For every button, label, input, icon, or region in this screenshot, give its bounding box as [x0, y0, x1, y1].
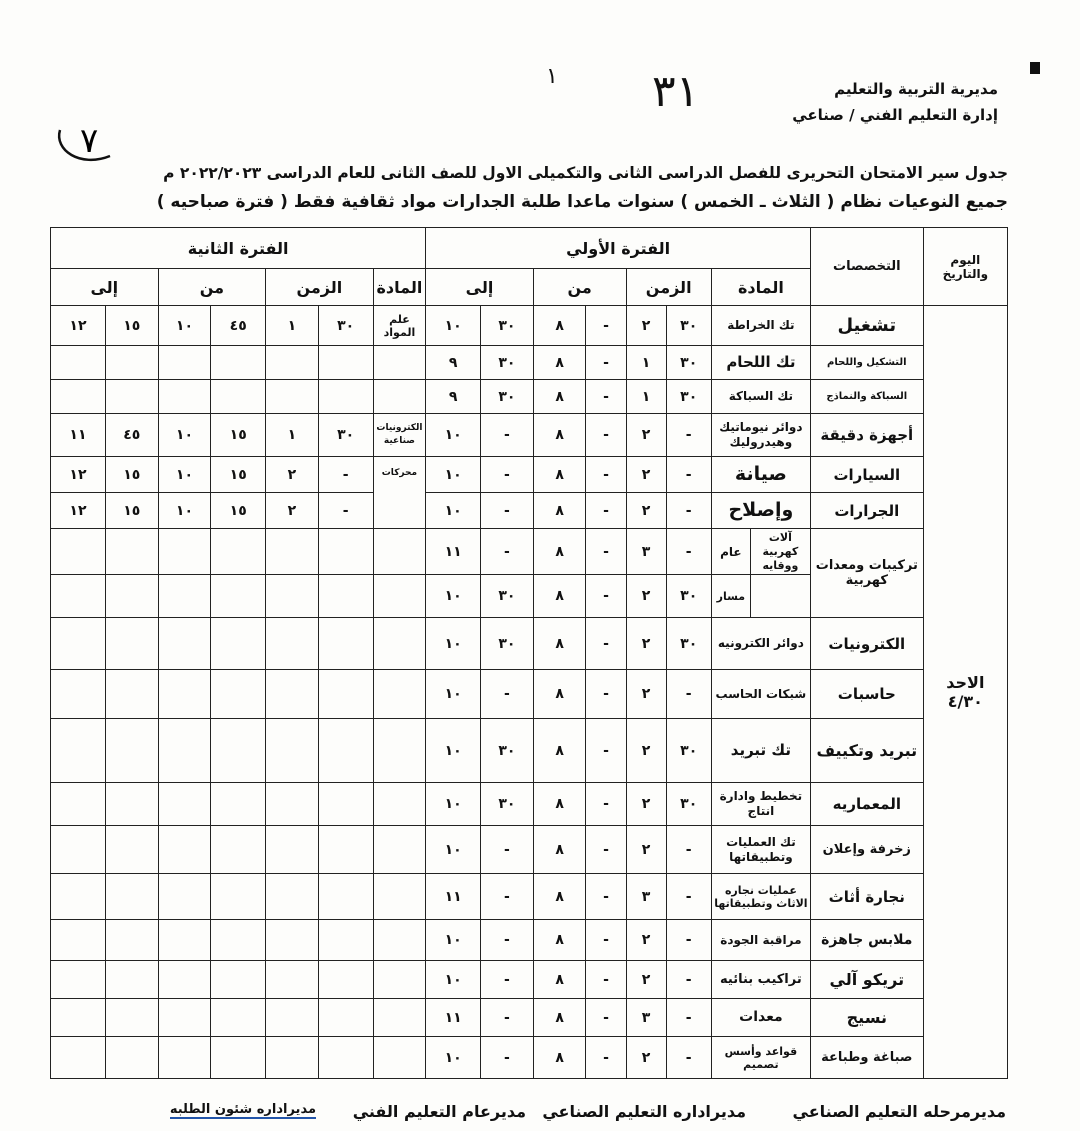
p1-duration-hr: ٣: [626, 529, 666, 575]
p1-duration-min: ٣٠: [666, 783, 711, 826]
header-p1-to: إلى: [426, 269, 533, 306]
p1-from-min: -: [586, 719, 626, 783]
p1-from-min: -: [586, 493, 626, 529]
p1-subject: تك العمليات وتطبيقاتها: [711, 826, 810, 874]
p2-from-hr: ١٠: [158, 493, 211, 529]
p1-duration-hr: ٢: [626, 457, 666, 493]
table-row: [51, 920, 1008, 961]
signature-industrial-admin-director: مديراداره التعليم الصناعي: [542, 1102, 746, 1121]
p1-to-hr: ١١: [426, 999, 481, 1037]
header-second-period: الفترة الثانية: [51, 228, 426, 269]
p1-from-min: -: [586, 920, 626, 961]
p1-to-min: ٣٠: [481, 380, 534, 414]
p2-from-hr: ١٠: [158, 457, 211, 493]
p2-duration-min: -: [318, 493, 373, 529]
p1-to-min: -: [481, 493, 534, 529]
exam-date: ٤/٣٠: [947, 692, 983, 711]
p1-to-hr: ١٠: [426, 961, 481, 999]
p1-from-hr: ٨: [533, 719, 586, 783]
p2-from-min: ١٥: [211, 414, 266, 457]
header-specializations: التخصصات: [810, 228, 923, 306]
header-p1-from: من: [533, 269, 626, 306]
p1-duration-hr: ٣: [626, 874, 666, 920]
p1-from-hr: ٨: [533, 529, 586, 575]
p1-from-hr: ٨: [533, 306, 586, 346]
p1-from-hr: ٨: [533, 961, 586, 999]
spec-cell: حاسبات: [810, 670, 923, 719]
p1-from-hr: ٨: [533, 783, 586, 826]
spec-cell: تشغيل: [810, 306, 923, 346]
p2-subject: محركات: [373, 457, 426, 529]
header-p1-time: الزمن: [626, 269, 711, 306]
p1-subject: مراقبة الجودة: [711, 920, 810, 961]
spec-cell: صباغة وطباعة: [810, 1037, 923, 1079]
p1-from-hr: ٨: [533, 1037, 586, 1079]
spec-cell: الكترونيات: [810, 618, 923, 670]
p1-duration-hr: ٢: [626, 618, 666, 670]
p1-duration-min: -: [666, 493, 711, 529]
small-mark: ١: [546, 64, 558, 89]
p1-to-hr: ١٠: [426, 826, 481, 874]
title-line-1: جدول سير الامتحان التحريرى للفصل الدراسى الثانى والتكميلى الاول للصف الثانى للعام الدراسى ٢٠٢٢/٢٠٢٣ م: [163, 164, 1008, 182]
title-line-2: جميع النوعيات نظام ( الثلاث ـ الخمس ) سنوات ماعدا طلبة الجدارات مواد ثقافية فقط ( فترة صباحيه ): [156, 192, 1008, 212]
table-row: [51, 493, 1008, 529]
table-row: [51, 783, 1008, 826]
p1-duration-min: -: [666, 529, 711, 575]
p1-to-min: ٣٠: [481, 306, 534, 346]
spec-cell: السباكة والنماذج: [810, 380, 923, 414]
p1-from-min: -: [586, 783, 626, 826]
p1-from-min: -: [586, 826, 626, 874]
p1-duration-hr: ٢: [626, 719, 666, 783]
p1-from-hr: ٨: [533, 493, 586, 529]
p1-duration-min: -: [666, 920, 711, 961]
p1-duration-min: ٣٠: [666, 380, 711, 414]
header-day-date: اليوم والتاريخ: [923, 228, 1007, 306]
p1-to-min: -: [481, 961, 534, 999]
p1-from-hr: ٨: [533, 920, 586, 961]
p1-subject: تراكيب بنائيه: [711, 961, 810, 999]
p1-duration-hr: ٢: [626, 920, 666, 961]
p2-duration-hr: ٢: [266, 493, 319, 529]
table-row: [51, 380, 1008, 414]
p1-duration-min: ٣٠: [666, 575, 711, 618]
header-p2-to: إلى: [51, 269, 159, 306]
p1-duration-min: -: [666, 961, 711, 999]
p2-to-hr: ١٢: [51, 493, 106, 529]
p1-duration-hr: ١: [626, 346, 666, 380]
spec-cell: زخرفة وإعلان: [810, 826, 923, 874]
p1-to-min: ٣٠: [481, 719, 534, 783]
spec-cell: السيارات: [810, 457, 923, 493]
p1-subject: آلات كهربية ووقايه: [762, 530, 799, 572]
p1-to-hr: ١٠: [426, 618, 481, 670]
table-row: [51, 457, 1008, 493]
spec-cell: نجارة أثاث: [810, 874, 923, 920]
table-row: [51, 874, 1008, 920]
p2-from-min: ٤٥: [211, 306, 266, 346]
spec-cell: المعماريه: [810, 783, 923, 826]
p1-duration-min: ٣٠: [666, 719, 711, 783]
p1-duration-hr: ٢: [626, 414, 666, 457]
p1-from-min: -: [586, 457, 626, 493]
p1-to-hr: ٩: [426, 380, 481, 414]
p2-to-min: ١٥: [105, 493, 158, 529]
signature-student-affairs-director: مديراداره شئون الطلبه: [169, 1102, 316, 1117]
p1-duration-hr: ٢: [626, 1037, 666, 1079]
p1-duration-hr: ٢: [626, 306, 666, 346]
p1-duration-min: -: [666, 457, 711, 493]
p2-to-min: ١٥: [105, 306, 158, 346]
p2-duration-min: -: [318, 457, 373, 493]
p2-from-hr: ١٠: [158, 414, 211, 457]
p1-to-hr: ١٠: [426, 719, 481, 783]
p1-duration-hr: ٢: [626, 670, 666, 719]
p1-to-min: -: [481, 999, 534, 1037]
p1-from-hr: ٨: [533, 380, 586, 414]
p1-to-min: -: [481, 529, 534, 575]
p1-duration-hr: ٣: [626, 999, 666, 1037]
table-row: [51, 826, 1008, 874]
spec-cell: ملابس جاهزة: [810, 920, 923, 961]
p1-from-hr: ٨: [533, 999, 586, 1037]
p1-subject-track: مسار: [712, 575, 751, 617]
table-row: [51, 999, 1008, 1037]
p1-to-min: ٣٠: [481, 575, 534, 618]
p1-to-min: -: [481, 1037, 534, 1079]
spec-cell: التشكيل واللحام: [810, 346, 923, 380]
p2-to-hr: ١٢: [51, 306, 106, 346]
p1-to-hr: ١٠: [426, 306, 481, 346]
p1-subject: شبكات الحاسب: [711, 670, 810, 719]
p1-from-min: -: [586, 346, 626, 380]
header-p1-subject: المادة: [711, 269, 810, 306]
p1-subject: تك اللحام: [711, 346, 810, 380]
table-row: [51, 618, 1008, 670]
p1-to-hr: ١٠: [426, 414, 481, 457]
p1-subject: تك السباكة: [711, 380, 810, 414]
p2-to-min: ١٥: [105, 457, 158, 493]
p1-to-hr: ١١: [426, 529, 481, 575]
p1-duration-min: -: [666, 999, 711, 1037]
p1-duration-min: -: [666, 826, 711, 874]
spec-cell: أجهزة دقيقة: [810, 414, 923, 457]
p1-from-hr: ٨: [533, 575, 586, 618]
p1-duration-min: ٣٠: [666, 306, 711, 346]
p1-to-min: -: [481, 826, 534, 874]
table-row: [51, 670, 1008, 719]
p1-duration-hr: ٢: [626, 575, 666, 618]
table-row: [51, 414, 1008, 457]
header-p2-time: الزمن: [266, 269, 373, 306]
p1-from-min: -: [586, 670, 626, 719]
header-p2-from: من: [158, 269, 265, 306]
table-row: [51, 719, 1008, 783]
p1-duration-min: ٣٠: [666, 618, 711, 670]
p2-from-hr: ١٠: [158, 306, 211, 346]
p1-subject: وإصلاح: [711, 493, 810, 529]
table-row: [51, 306, 1008, 346]
p1-from-hr: ٨: [533, 826, 586, 874]
p1-from-min: -: [586, 961, 626, 999]
table-row: [51, 961, 1008, 999]
header-first-period: الفترة الأولي: [426, 228, 811, 269]
p1-from-min: -: [586, 306, 626, 346]
p1-to-min: ٣٠: [481, 783, 534, 826]
p1-duration-hr: ٢: [626, 826, 666, 874]
table-row: [51, 1037, 1008, 1079]
p1-duration-min: -: [666, 1037, 711, 1079]
spec-cell: تريكو آلي: [810, 961, 923, 999]
p1-to-min: -: [481, 920, 534, 961]
spec-cell: الجرارات: [810, 493, 923, 529]
letterhead: [792, 76, 998, 128]
p1-to-min: -: [481, 414, 534, 457]
exam-schedule-table-wrap: [50, 227, 1008, 1079]
p1-to-hr: ١٠: [426, 670, 481, 719]
p1-subject: دوائر الكترونيه: [711, 618, 810, 670]
spec-cell: تبريد وتكييف: [810, 719, 923, 783]
p2-duration-hr: ١: [266, 306, 319, 346]
spec-cell: نسيج: [810, 999, 923, 1037]
p1-to-hr: ١٠: [426, 575, 481, 618]
p1-to-min: -: [481, 874, 534, 920]
p1-duration-hr: ٢: [626, 783, 666, 826]
header-p2-subject: المادة: [373, 269, 426, 306]
p2-to-min: ٤٥: [105, 414, 158, 457]
p1-from-min: -: [586, 380, 626, 414]
directorate-name: مديرية التربية والتعليم: [834, 80, 998, 98]
p1-from-min: -: [586, 1037, 626, 1079]
p1-to-min: ٣٠: [481, 618, 534, 670]
p1-from-hr: ٨: [533, 618, 586, 670]
p1-subject: صيانة: [711, 457, 810, 493]
p1-duration-hr: ٢: [626, 493, 666, 529]
p2-from-min: ١٥: [211, 457, 266, 493]
p2-duration-hr: ١: [266, 414, 319, 457]
p1-from-hr: ٨: [533, 414, 586, 457]
p1-subject: دوائر نيوماتيك وهيدروليك: [711, 414, 810, 457]
p1-subject: تخطيط وادارة انتاج: [711, 783, 810, 826]
p2-duration-min: ٣٠: [318, 414, 373, 457]
p1-subject: تك تبريد: [711, 719, 810, 783]
p1-subject: عمليات نجاره الاثاث وتطبيقاتها: [711, 874, 810, 920]
exam-schedule-table: [50, 227, 1008, 1079]
p1-to-hr: ١٠: [426, 493, 481, 529]
p1-to-hr: ١٠: [426, 1037, 481, 1079]
spec-cell: تركيبات ومعدات كهربية: [810, 529, 923, 618]
p1-from-hr: ٨: [533, 670, 586, 719]
p2-from-min: ١٥: [211, 493, 266, 529]
p2-to-hr: ١٢: [51, 457, 106, 493]
corner-mark: [1030, 62, 1040, 74]
p1-from-min: -: [586, 874, 626, 920]
p2-duration-hr: ٢: [266, 457, 319, 493]
day-name: الاحد: [946, 673, 985, 692]
table-row: [51, 529, 1008, 575]
p1-from-min: -: [586, 999, 626, 1037]
p1-subject-split: [711, 529, 810, 575]
p1-duration-hr: ٢: [626, 961, 666, 999]
p1-from-min: -: [586, 529, 626, 575]
p1-to-hr: ٩: [426, 346, 481, 380]
department-name: إدارة التعليم الفني / صناعي: [792, 106, 998, 124]
p1-subject: قواعد وأسس تصميم: [711, 1037, 810, 1079]
p1-from-min: -: [586, 618, 626, 670]
p1-duration-min: -: [666, 670, 711, 719]
p1-from-min: -: [586, 575, 626, 618]
p1-subject: تك الخراطة: [711, 306, 810, 346]
table-row: [51, 346, 1008, 380]
p1-from-hr: ٨: [533, 874, 586, 920]
p1-to-hr: ١٠: [426, 920, 481, 961]
p1-to-hr: ١٠: [426, 457, 481, 493]
p2-duration-min: ٣٠: [318, 306, 373, 346]
p1-subject: معدات: [711, 999, 810, 1037]
p1-subject-split: [711, 575, 810, 618]
circled-number: ٧: [80, 121, 99, 161]
p1-duration-hr: ١: [626, 380, 666, 414]
p2-to-hr: ١١: [51, 414, 106, 457]
signature-technical-general-director: مديرعام التعليم الفني: [352, 1102, 526, 1121]
day-date-cell: [923, 306, 1007, 1079]
p1-to-hr: ١٠: [426, 783, 481, 826]
p2-subject: علم المواد: [373, 306, 426, 346]
p1-duration-min: -: [666, 874, 711, 920]
p1-to-min: -: [481, 670, 534, 719]
p1-subject-track: عام: [712, 529, 751, 574]
p1-from-hr: ٨: [533, 457, 586, 493]
p1-duration-min: ٣٠: [666, 346, 711, 380]
p1-to-hr: ١١: [426, 874, 481, 920]
p2-subject: الكترونيات صناعية: [373, 414, 426, 457]
p1-duration-min: -: [666, 414, 711, 457]
p1-to-min: ٣٠: [481, 346, 534, 380]
signature-industrial-stage-director: مديرمرحله التعليم الصناعي: [792, 1102, 1006, 1121]
p1-from-hr: ٨: [533, 346, 586, 380]
p1-to-min: -: [481, 457, 534, 493]
circled-number-mark: [50, 110, 124, 168]
p1-from-min: -: [586, 414, 626, 457]
page-number: ٣١: [652, 66, 700, 117]
